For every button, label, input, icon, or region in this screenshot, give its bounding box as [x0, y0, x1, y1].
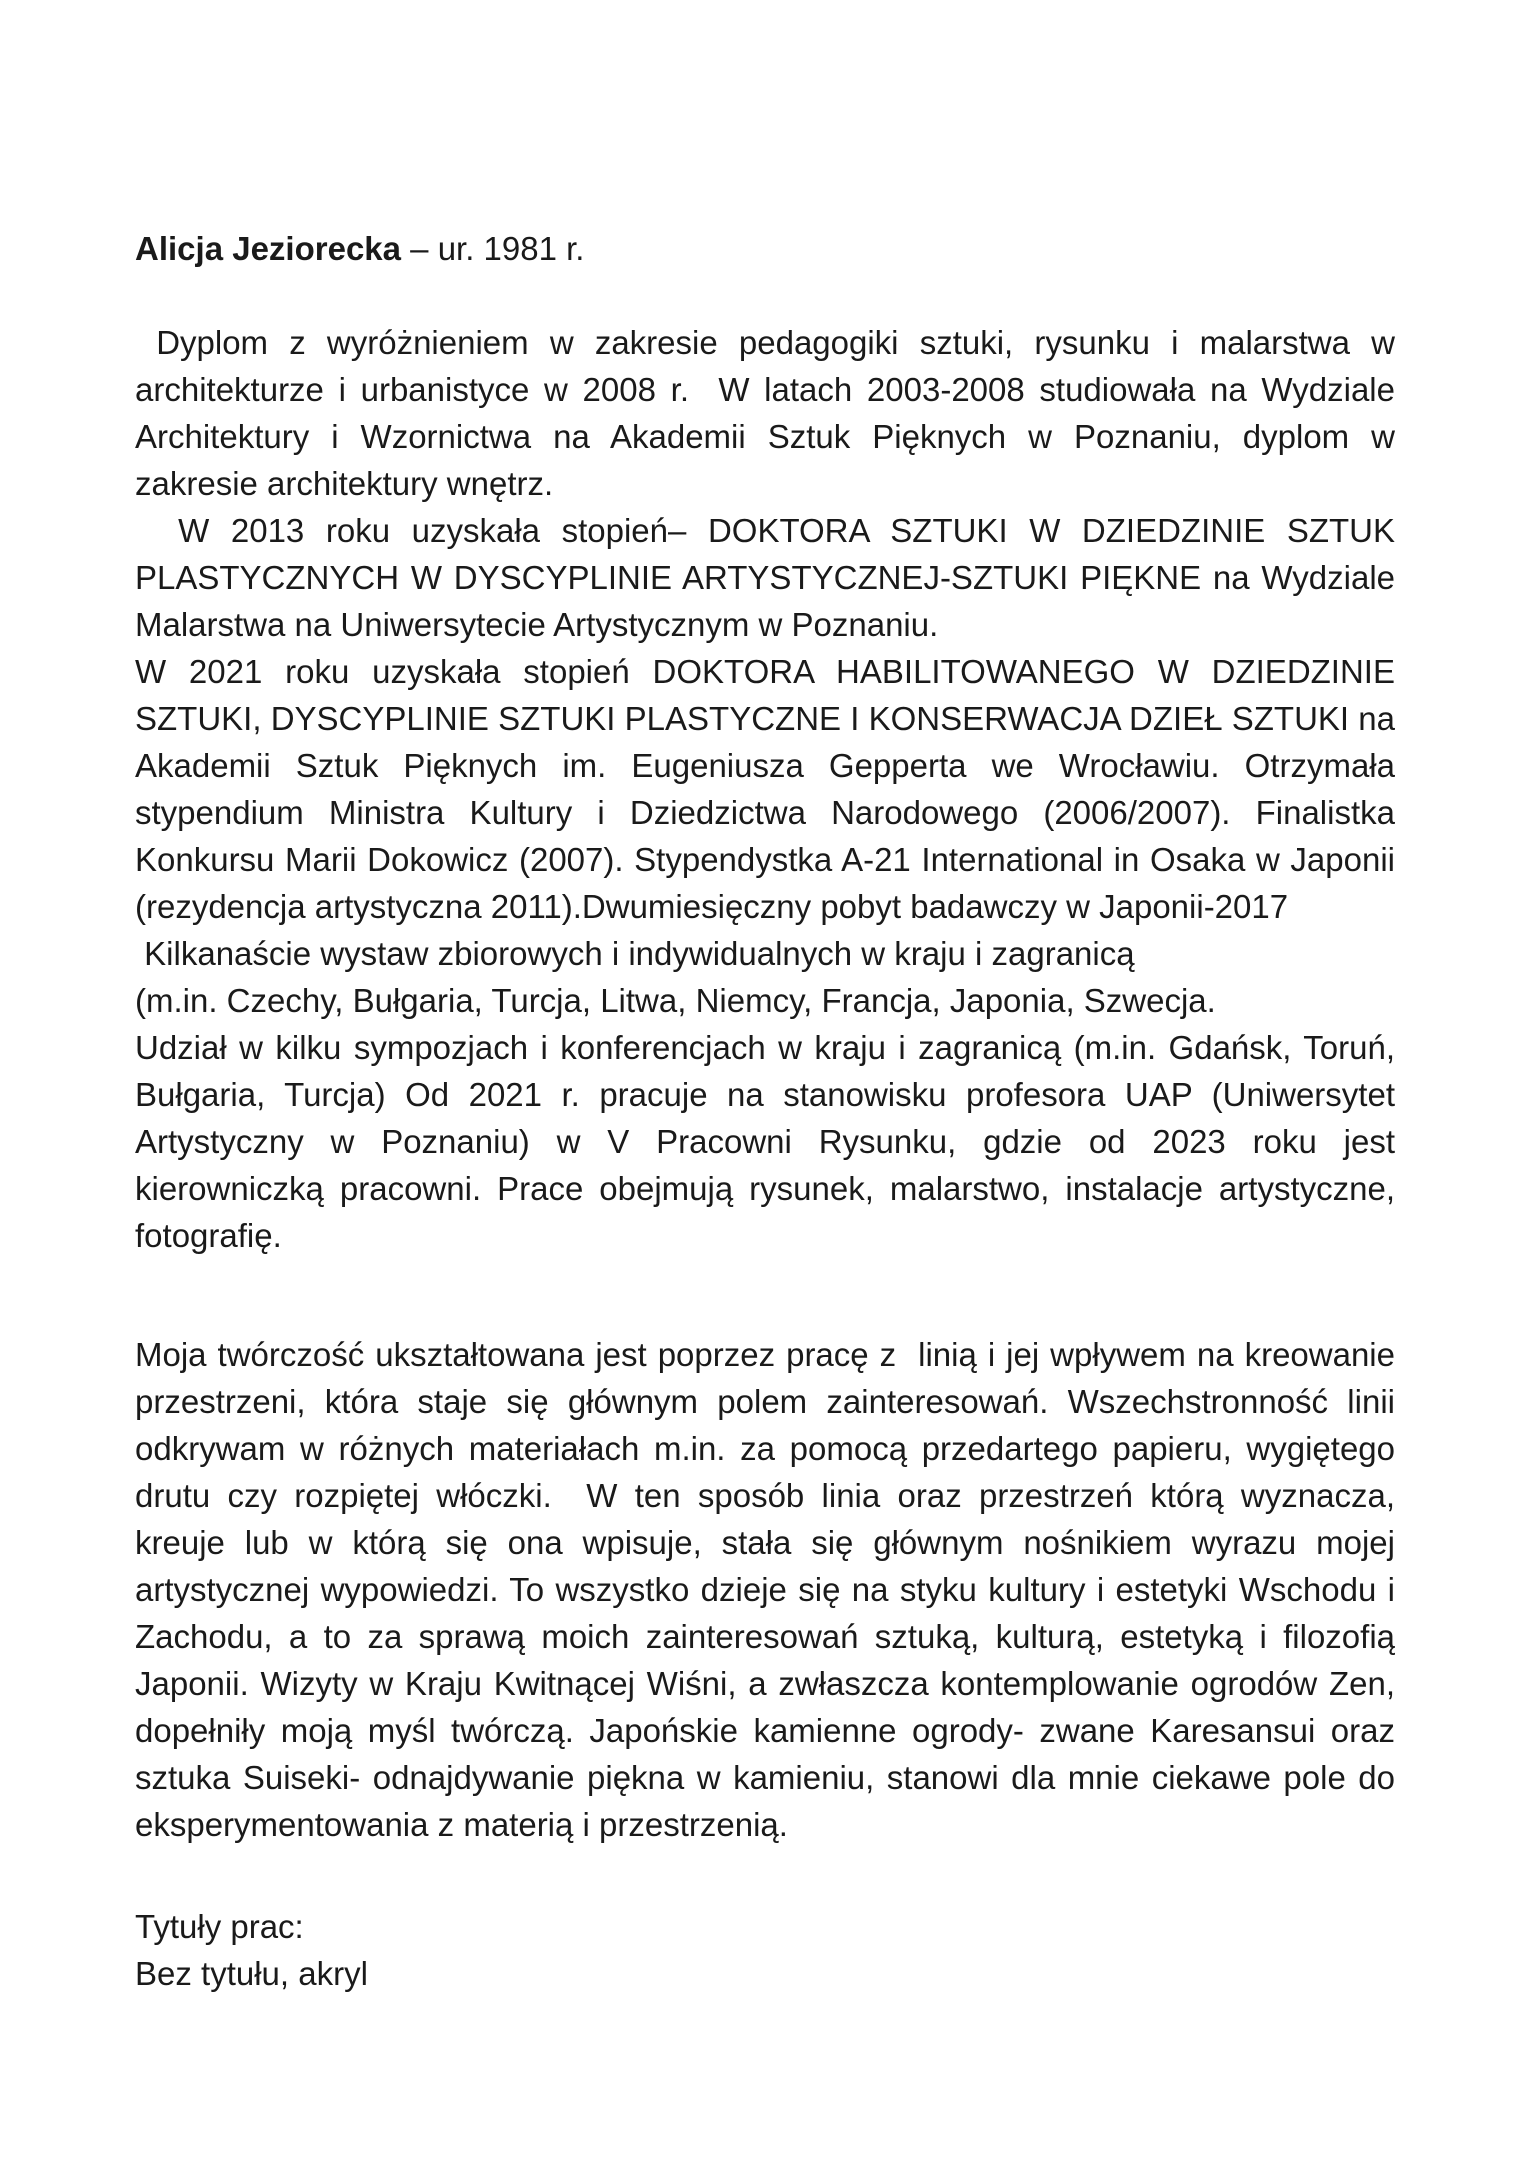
artist-statement-paragraph: Moja twórczość ukształtowana jest poprzez pracę z linią i jej wpływem na kreowanie przestrzeni, która staje się głównym polem zainteresowań. Wszechstronność linii odkrywam w różnych materiałach m.in. za pomocą przedartego papieru, wygiętego drutu czy rozpiętej włóczki. W ten sposób linia oraz przestrzeń którą wyznacza, kreuje lub w którą się ona wpisuje, stała się głównym nośnikiem wyrazu mojej artystycznej wypowiedzi. To wszystko dzieje się na styku kultury i estetyki Wschodu i Zachodu, a to za sprawą moich zainteresowań sztuką, kulturą, estetyką i filozofią Japonii. Wizyty w Kraju Kwitnącej Wiśni, a zwłaszcza kontemplowanie ogrodów Zen, dopełniły moją myśl twórczą. Japońskie kamienne ogrody- zwane Karesansui oraz sztuka Suiseki- odnajdywanie piękna w kamieniu, stanowi dla mnie ciekawe pole do eksperymentowania z materią i przestrzenią.	[135, 1336, 1414, 1843]
bio-paragraph-habilitation-2021: W 2021 roku uzyskała stopień DOKTORA HABILITOWANEGO W DZIEDZINIE SZTUKI, DYSCYPLINIE SZTUKI PLASTYCZNE I KONSERWACJA DZIEŁ SZTUKI na Akademii Sztuk Pięknych im. Eugeniusza Gepperta we Wrocławiu. Otrzymała stypendium Ministra Kultury i Dziedzictwa Narodowego (2006/2007). Finalistka Konkursu Marii Dokowicz (2007). Stypendystka A-21 International in Osaka w Japonii (rezydencja artystyczna 2011).Dwumiesięczny pobyt badawczy w Japonii-2017	[135, 653, 1405, 925]
work-title-line: Bez tytułu, akryl	[135, 1955, 368, 1992]
bio-line-exhibitions: Kilkanaście wystaw zbiorowych i indywidualnych w kraju i zagranicą	[135, 935, 1135, 972]
author-name: Alicja Jeziorecka	[135, 230, 401, 267]
author-birth-year: – ur. 1981 r.	[401, 230, 585, 267]
works-titles-heading: Tytuły prac:	[135, 1908, 304, 1945]
document-title	[135, 225, 1395, 272]
bio-line-countries: (m.in. Czechy, Bułgaria, Turcja, Litwa, Niemcy, Francja, Japonia, Szwecja.	[135, 982, 1216, 1019]
bio-paragraph-doctorate-2013: W 2013 roku uzyskała stopień– DOKTORA SZTUKI W DZIEDZINIE SZTUK PLASTYCZNYCH W DYSCYPLINIE ARTYSTYCZNEJ-SZTUKI PIĘKNE na Wydziale Malarstwa na Uniwersytecie Artystycznym w Poznaniu.	[135, 512, 1405, 643]
bio-paragraph-diploma: Dyplom z wyróżnieniem w zakresie pedagogiki sztuki, rysunku i malarstwa w architekturze i urbanistyce w 2008 r. W latach 2003-2008 studiowała na Wydziale Architektury i Wzornictwa na Akademii Sztuk Pięknych w Poznaniu, dyplom w zakresie architektury wnętrz.	[135, 324, 1405, 502]
bio-paragraph-symposia-professor: Udział w kilku sympozjach i konferencjach w kraju i zagranicą (m.in. Gdańsk, Toruń, Bułgaria, Turcja) Od 2021 r. pracuje na stanowisku profesora UAP (Uniwersytet Artystyczny w Poznaniu) w V Pracowni Rysunku, gdzie od 2023 roku jest kierowniczką pracowni. Prace obejmują rysunek, malarstwo, instalacje artystyczne, fotografię.	[135, 1029, 1405, 1254]
